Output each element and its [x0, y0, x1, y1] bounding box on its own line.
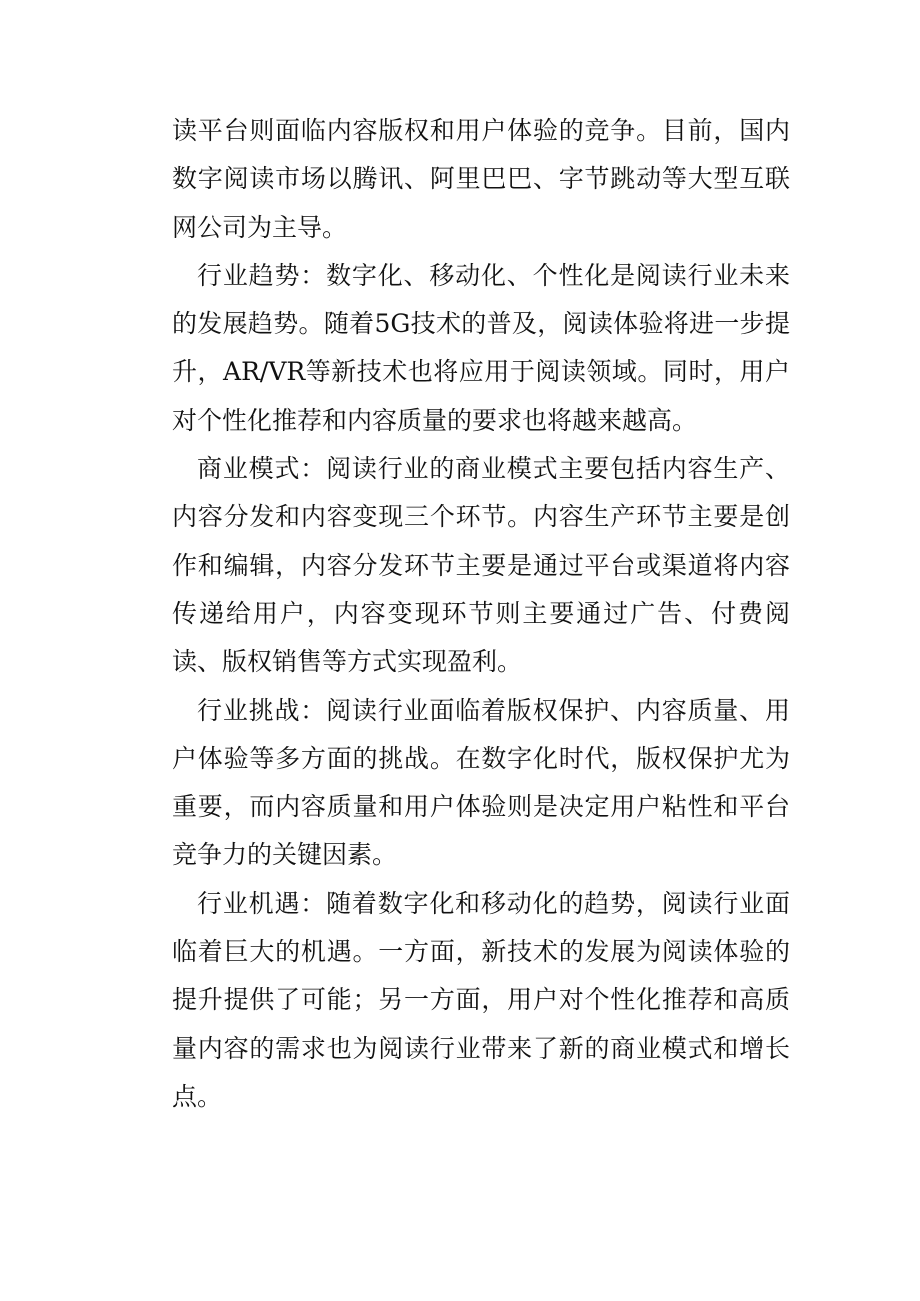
paragraph-business-model: 商业模式：阅读行业的商业模式主要包括内容生产、内容分发和内容变现三个环节。内容生产环节主要是创作和编辑，内容分发环节主要是通过平台或渠道将内容传递给用户，内容变现环节则主要通过广告、付费阅读、版权销售等方式实现盈利。 [172, 454, 790, 677]
paragraph-industry-trends: 行业趋势：数字化、移动化、个性化是阅读行业未来的发展趋势。随着5G技术的普及，阅读体验将进一步提升，AR/VR等新技术也将应用于阅读领域。同时，用户对个性化推荐和内容质量的要求也将越来越高。 [172, 260, 790, 435]
document-body [172, 107, 790, 1121]
paragraph-industry-opportunities: 行业机遇：随着数字化和移动化的趋势，阅读行业面临着巨大的机遇。一方面，新技术的发展为阅读体验的提升提供了可能；另一方面，用户对个性化推荐和高质量内容的需求也为阅读行业带来了新的商业模式和增长点。 [172, 888, 790, 1111]
paragraph-industry-challenges: 行业挑战：阅读行业面临着版权保护、内容质量、用户体验等多方面的挑战。在数字化时代，版权保护尤为重要，而内容质量和用户体验则是决定用户粘性和平台竞争力的关键因素。 [172, 695, 790, 870]
paragraph-intro-continuation: 读平台则面临内容版权和用户体验的竞争。目前，国内数字阅读市场以腾讯、阿里巴巴、字节跳动等大型互联网公司为主导。 [172, 116, 790, 242]
